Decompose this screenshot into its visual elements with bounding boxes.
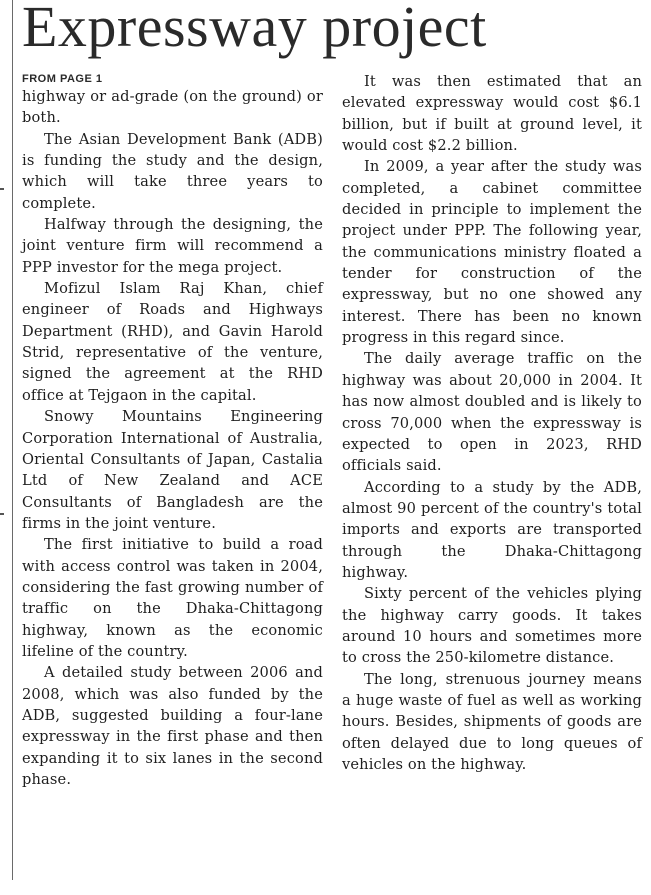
paragraph: Sixty percent of the vehicles plying the highway carry goods. It takes around 10 hours and sometimes more to cross the 250-kilometre distance. [342,585,642,667]
paragraph: The long, strenuous journey means a huge waste of fuel as well as working hours. Besides, shipments of goods are often delayed due to long queues of vehicles on the highway. [342,670,642,773]
paragraph: A detailed study between 2006 and 2008, which was also funded by the ADB, suggested building a four-lane expressway in the first phase and then expanding it to six lanes in the second phase. [22,664,323,788]
paragraph: It was then estimated that an elevated expressway would cost $6.1 billion, but if built at ground level, it would cost $2.2 billion. [342,73,642,155]
paragraph: The first initiative to build a road with access control was taken in 2004, considering the fast growing number of traffic on the Dhaka-Chittagong highway, known as the economic lifeline of the country. [22,536,323,660]
kicker: FROM PAGE 1 [22,73,103,85]
left-column [22,71,323,790]
headline: Expressway project [22,0,487,59]
margin-tick [0,513,4,515]
paragraph: According to a study by the ADB, almost 90 percent of the country's total imports and exports are transported through the Dhaka-Chittagong highway. [342,478,642,581]
paragraph: Mofizul Islam Raj Khan, chief engineer of Roads and Highways Department (RHD), and Gavin Harold Strid, representative of the venture, signed the agreement at the RHD office at Tejgaon in the capital. [22,280,323,404]
column-rule [12,0,13,880]
paragraph: The daily average traffic on the highway was about 20,000 in 2004. It has now almost doubled and is likely to cross 70,000 when the expressway is expected to open in 2023, RHD officials said. [342,350,642,475]
paragraph: highway or ad-grade (on the ground) or both. [22,88,323,127]
paragraph: Snowy Mountains Engineering Corporation International of Australia, Oriental Consultants of Japan, Castalia Ltd of New Zealand and ACE Consultants of Bangladesh are the firms in the joint venture. [22,408,323,532]
right-column [342,71,642,775]
paragraph: Halfway through the designing, the joint venture firm will recommend a PPP investor for the mega project. [22,216,323,276]
margin-tick [0,188,4,190]
paragraph: The Asian Development Bank (ADB) is funding the study and the design, which will take three years to complete. [22,130,323,212]
paragraph: In 2009, a year after the study was completed, a cabinet committee decided in principle to implement the project under PPP. The following year, the communications ministry floated a tender for construction of the expressway, but no one showed any interest. There has been no known progress in this regard since. [342,158,642,347]
